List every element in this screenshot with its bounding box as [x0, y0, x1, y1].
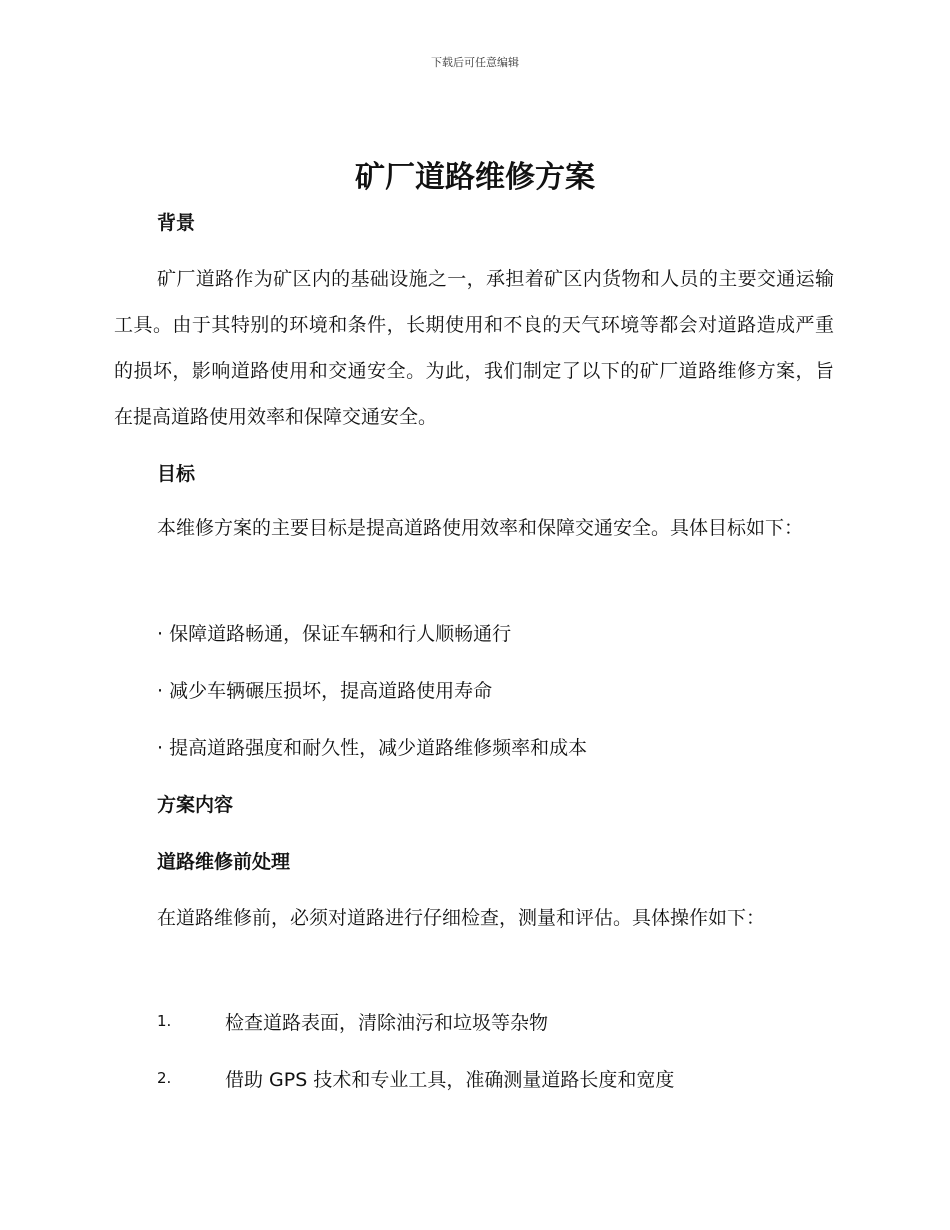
heading-content: 方案内容	[157, 794, 234, 816]
subheading-pre-repair: 道路维修前处理	[157, 851, 291, 873]
step-text: 检查道路表面，清除油污和垃圾等杂物	[225, 1012, 549, 1034]
document-title: 矿厂道路维修方案	[355, 160, 595, 195]
header-note: 下载后可任意编辑	[431, 56, 519, 69]
goal-bullet-1: · 保障道路畅通，保证车辆和行人顺畅通行	[157, 623, 512, 645]
paragraph-background: 矿厂道路作为矿区内的基础设施之一，承担着矿区内货物和人员的主要交通运输工具。由于其特别的环境和条件，长期使用和不良的天气环境等都会对道路造成严重的损坏，影响道路使用和交通安全。为此，我们制定了以下的矿厂道路维修方案，旨在提高道路使用效率和保障交通安全。	[114, 268, 834, 428]
goal-bullet-3: · 提高道路强度和耐久性，减少道路维修频率和成本	[157, 737, 588, 759]
heading-background: 背景	[157, 212, 196, 234]
step-number: 2.	[157, 1069, 172, 1087]
step-number: 1.	[157, 1012, 172, 1030]
goal-bullet-2: · 减少车辆碾压损坏，提高道路使用寿命	[157, 680, 493, 702]
heading-goals: 目标	[157, 463, 196, 485]
paragraph-pre-repair: 在道路维修前，必须对道路进行仔细检查，测量和评估。具体操作如下：	[157, 907, 766, 929]
step-text: 借助 GPS 技术和专业工具，准确测量道路长度和宽度	[225, 1069, 675, 1091]
paragraph-goals: 本维修方案的主要目标是提高道路使用效率和保障交通安全。具体目标如下：	[157, 517, 804, 539]
